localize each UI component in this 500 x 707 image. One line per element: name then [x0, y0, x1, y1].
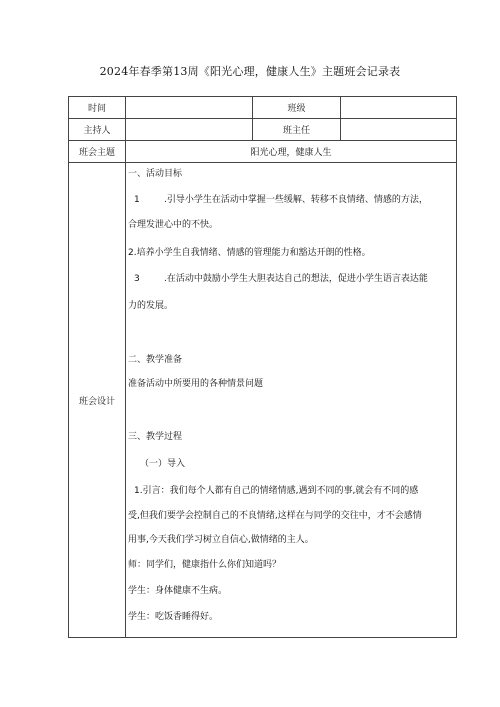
goal-3-number: 3 — [134, 274, 140, 284]
section-heading-goals: 一、活动目标 — [128, 169, 183, 179]
dialogue-student-2: 学生：吃饭香睡得好。 — [128, 612, 219, 622]
time-value — [126, 97, 253, 119]
intro-line-3: 用事,今天我们学习树立自信心,做情绪的主人。 — [128, 535, 314, 545]
class-label: 班级 — [253, 97, 341, 119]
goal-1-continued: 合理发泄心中的不快。 — [128, 220, 219, 230]
table-row — [69, 141, 457, 163]
design-label: 班会设计 — [69, 163, 126, 638]
teacher-value — [341, 119, 457, 141]
goal-1-number: 1 — [134, 195, 140, 205]
topic-label: 班会主题 — [69, 141, 126, 163]
section-heading-preparation: 二、教学准备 — [128, 355, 183, 365]
goal-1 — [134, 194, 454, 206]
goal-3-text: .在活动中鼓励小学生大胆表达自己的想法，促进小学生语言表达能 — [164, 274, 428, 284]
intro-line-2: 受,但我们要学会控制自己的不良情绪,这样在与同学的交往中，才不会感情 — [128, 511, 422, 521]
table-row — [69, 163, 457, 638]
design-content — [126, 163, 457, 638]
record-table — [68, 96, 457, 638]
goal-2: 2.培养小学生自我情绪、情感的管理能力和豁达开朗的性格。 — [128, 248, 371, 258]
class-value — [341, 97, 457, 119]
subsection-intro: （一）导入 — [140, 459, 186, 469]
host-label: 主持人 — [69, 119, 126, 141]
dialogue-student-1: 学生：身体健康不生病。 — [128, 586, 228, 596]
section-heading-process: 三、教学过程 — [128, 432, 183, 442]
table-row — [69, 97, 457, 119]
topic-value: 阳光心理，健康人生 — [126, 141, 457, 163]
goal-1-text: .引导小学生在活动中掌握一些缓解、转移不良情绪、情感的方法， — [164, 195, 428, 205]
host-value — [126, 119, 253, 141]
page-title: 2024年春季第13周《阳光心理，健康人生》主题班会记录表 — [99, 65, 401, 78]
time-label: 时间 — [69, 97, 126, 119]
teacher-label: 班主任 — [253, 119, 341, 141]
preparation-text: 准备活动中所要用的各种情景问题 — [128, 379, 264, 389]
goal-3 — [134, 273, 454, 285]
intro-line-1: 1.引言：我们每个人都有自己的情绪情感,遇到不同的事,就会有不同的感 — [134, 486, 419, 496]
table-row — [69, 119, 457, 141]
dialogue-teacher: 师：同学们，健康指什么你们知道吗？ — [128, 560, 282, 570]
goal-3-continued: 力的发展。 — [128, 301, 174, 311]
